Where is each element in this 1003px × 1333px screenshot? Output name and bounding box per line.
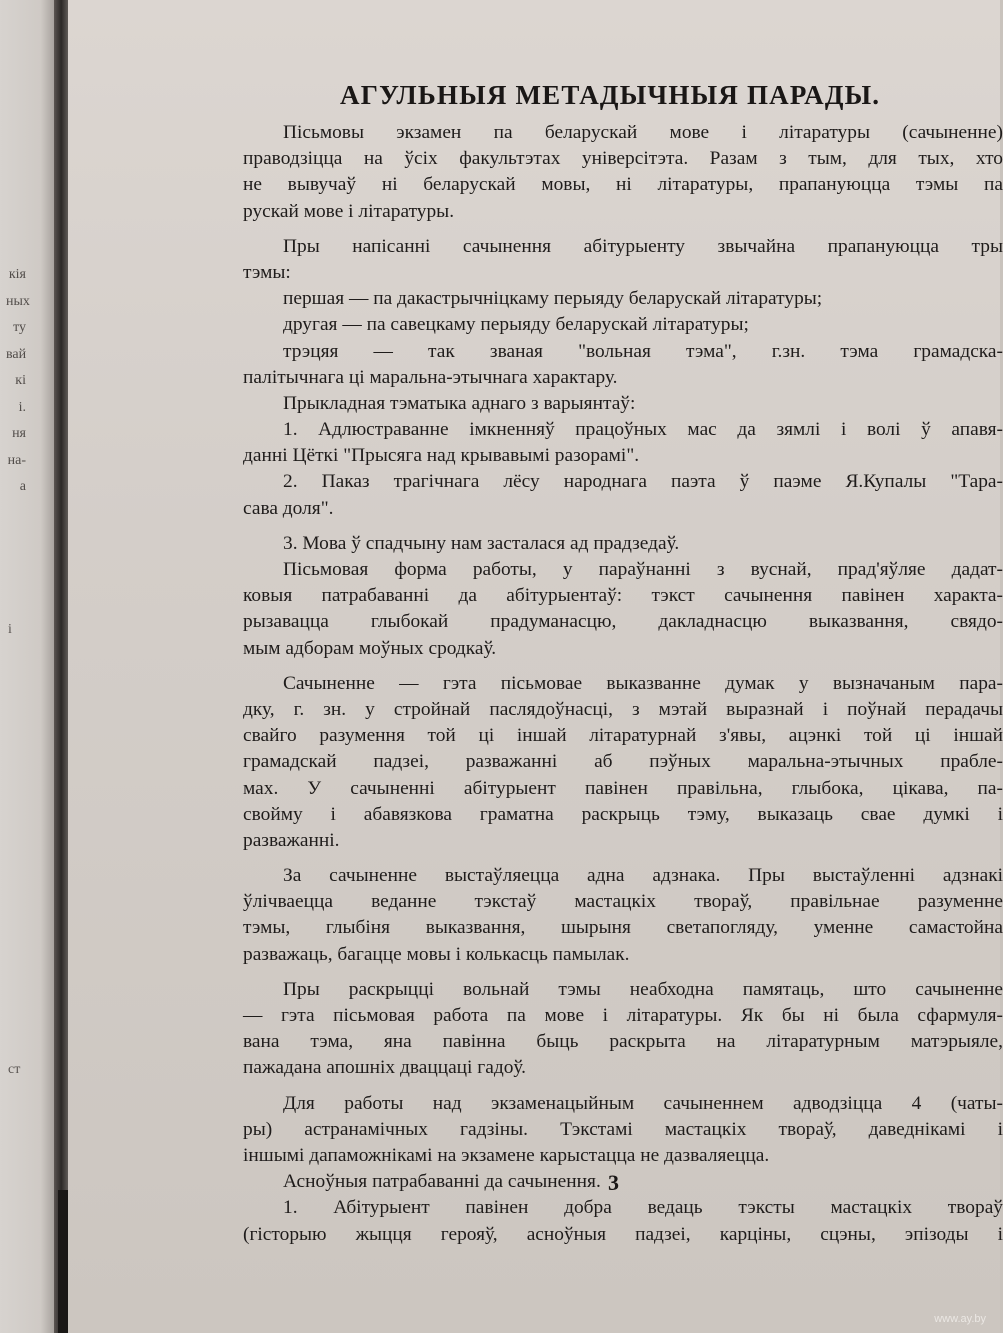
text-line: ковыя патрабаванні да абітурыентаў: тэкст сачынення павінен характа- bbox=[243, 585, 1003, 607]
text-line: Прыкладная тэматыка аднаго з варыянтаў: bbox=[283, 392, 636, 414]
text-line: грамадскай падзеі, разважанні аб пэўных маральна-этычных прабле- bbox=[243, 751, 1003, 773]
text-line: рызавацца глыбокай прадуманасцю, дакладнасцю выказвання, свядо- bbox=[243, 611, 1003, 633]
left-page-fragment: і. bbox=[18, 399, 26, 415]
watermark: www.ay.by bbox=[934, 1313, 986, 1325]
text-line: Пісьмовы экзамен па беларускай мове і літаратуры (сачыненне) bbox=[283, 122, 1003, 143]
text-line: (гісторыю жыцця герояў, асноўныя падзеі, карціны, сцэны, эпізоды і bbox=[243, 1223, 1003, 1245]
body-text bbox=[243, 120, 1003, 1248]
left-page-fragment: і bbox=[8, 622, 12, 637]
left-page-fragment: а bbox=[19, 479, 26, 494]
text-line: Сачыненне — гэта пісьмовае выказванне думак у вызначаным пара- bbox=[283, 672, 1003, 694]
text-line: палітычнага ці маральна-этычнага характару. bbox=[243, 366, 618, 388]
text-line: праводзіцца на ўсіх факультэтах універсітэта. Разам з тым, для тых, хто bbox=[243, 148, 1003, 170]
text-line: сава доля". bbox=[243, 497, 334, 519]
text-line: — гэта пісьмовая работа па мове і літаратуры. Як бы ні была сфармуля- bbox=[243, 1005, 1003, 1026]
text-line: трэцяя — так званая "вольная тэма", г.зн. тэма грамадска- bbox=[283, 340, 1003, 362]
text-line: тэмы, глыбіня выказвання, шырыня светапогляду, уменне самастойна bbox=[243, 917, 1003, 939]
text-line: Для работы над экзаменацыйным сачыненнем адводзіцца 4 (чаты- bbox=[283, 1092, 1003, 1114]
left-page-fragment: вай bbox=[6, 346, 27, 362]
text-line: не вывучаў ні беларускай мовы, ні літаратуры, прапануюцца тэмы па bbox=[243, 174, 1003, 196]
left-page bbox=[0, 0, 58, 1333]
text-line: Пры напісанні сачынення абітурыенту звычайна прапануюцца тры bbox=[283, 235, 1003, 257]
text-line: вана тэма, яна павінна быць раскрыта на літаратурным матэрыяле, bbox=[243, 1031, 1003, 1053]
text-line: першая — па дакастрычніцкаму перыяду беларускай літаратуры; bbox=[283, 288, 823, 310]
text-line: Пісьмовая форма работы, у параўнанні з вуснай, прад'яўляе дадат- bbox=[283, 559, 1003, 580]
text-line: свойму і абавязкова граматна раскрыць тэму, выказаць свае думкі і bbox=[243, 803, 1003, 825]
text-line: 1. Адлюстраванне імкненняў працоўных мас да зямлі і волі ў апавя- bbox=[283, 419, 1003, 441]
text-line: разважанні. bbox=[243, 829, 340, 851]
left-page-fragment: ных bbox=[6, 293, 30, 309]
text-line: іншымі дапаможнікамі на экзамене карыстацца не дазваляецца. bbox=[243, 1144, 770, 1166]
text-line: Асноўныя патрабаванні да сачынення. bbox=[283, 1171, 601, 1193]
left-page-fragment: на- bbox=[7, 452, 26, 468]
text-line: свайго разумення той ці іншай літаратурнай з'явы, ацэнкі той ці іншай bbox=[243, 725, 1003, 747]
text-line: дку, г. зн. у стройнай паслядоўнасці, з мэтай выразнай і поўнай перадачы bbox=[243, 698, 1003, 720]
text-line: мах. У сачыненні абітурыент павінен правільна, глыбока, цікава, па- bbox=[243, 777, 1003, 799]
left-page-text bbox=[6, 262, 30, 501]
text-line: Пры раскрыцці вольнай тэмы неабходна памятаць, што сачыненне bbox=[283, 978, 1003, 1000]
text-line: За сачыненне выстаўляецца адна адзнака. Пры выстаўленні адзнакі bbox=[283, 865, 1003, 887]
book-page bbox=[68, 0, 1003, 1333]
left-page-fragment: кія bbox=[8, 267, 26, 282]
left-page-fragment: кі bbox=[15, 373, 26, 388]
text-line: пажадана апошніх дваццаці гадоў. bbox=[243, 1057, 527, 1079]
text-line: 3. Мова ў спадчыну нам засталася ад прадзедаў. bbox=[283, 532, 680, 554]
text-line: ўлічваецца веданне тэкстаў мастацкіх твораў, правільнае разуменне bbox=[243, 891, 1003, 913]
left-page-fragment: ст bbox=[8, 1062, 21, 1077]
text-line: ры) астранамічных гадзіны. Тэкстамі мастацкіх твораў, даведнікамі і bbox=[243, 1118, 1003, 1140]
text-line: мым адборам моўных сродкаў. bbox=[243, 637, 497, 659]
text-line: разважаць, багацце мовы і колькасць памылак. bbox=[243, 943, 630, 965]
text-line: 2. Паказ трагічнага лёсу народнага паэта ў паэме Я.Купалы "Тара- bbox=[283, 471, 1003, 493]
page-number: 3 bbox=[608, 1170, 619, 1195]
text-line: другая — па савецкаму перыяду беларускай літаратуры; bbox=[283, 314, 749, 336]
text-line: 1. Абітурыент павінен добра ведаць тэксты мастацкіх твораў bbox=[283, 1197, 1003, 1219]
text-line: рускай мове і літаратуры. bbox=[243, 200, 455, 222]
page-title: АГУЛЬНЫЯ МЕТАДЫЧНЫЯ ПАРАДЫ. bbox=[340, 80, 881, 110]
left-page-fragment: ту bbox=[13, 320, 26, 335]
left-page-fragment: ня bbox=[12, 426, 26, 441]
text-line: данні Цёткі "Прысяга над крывавымі разорамі". bbox=[243, 445, 640, 467]
text-line: тэмы: bbox=[243, 261, 291, 283]
